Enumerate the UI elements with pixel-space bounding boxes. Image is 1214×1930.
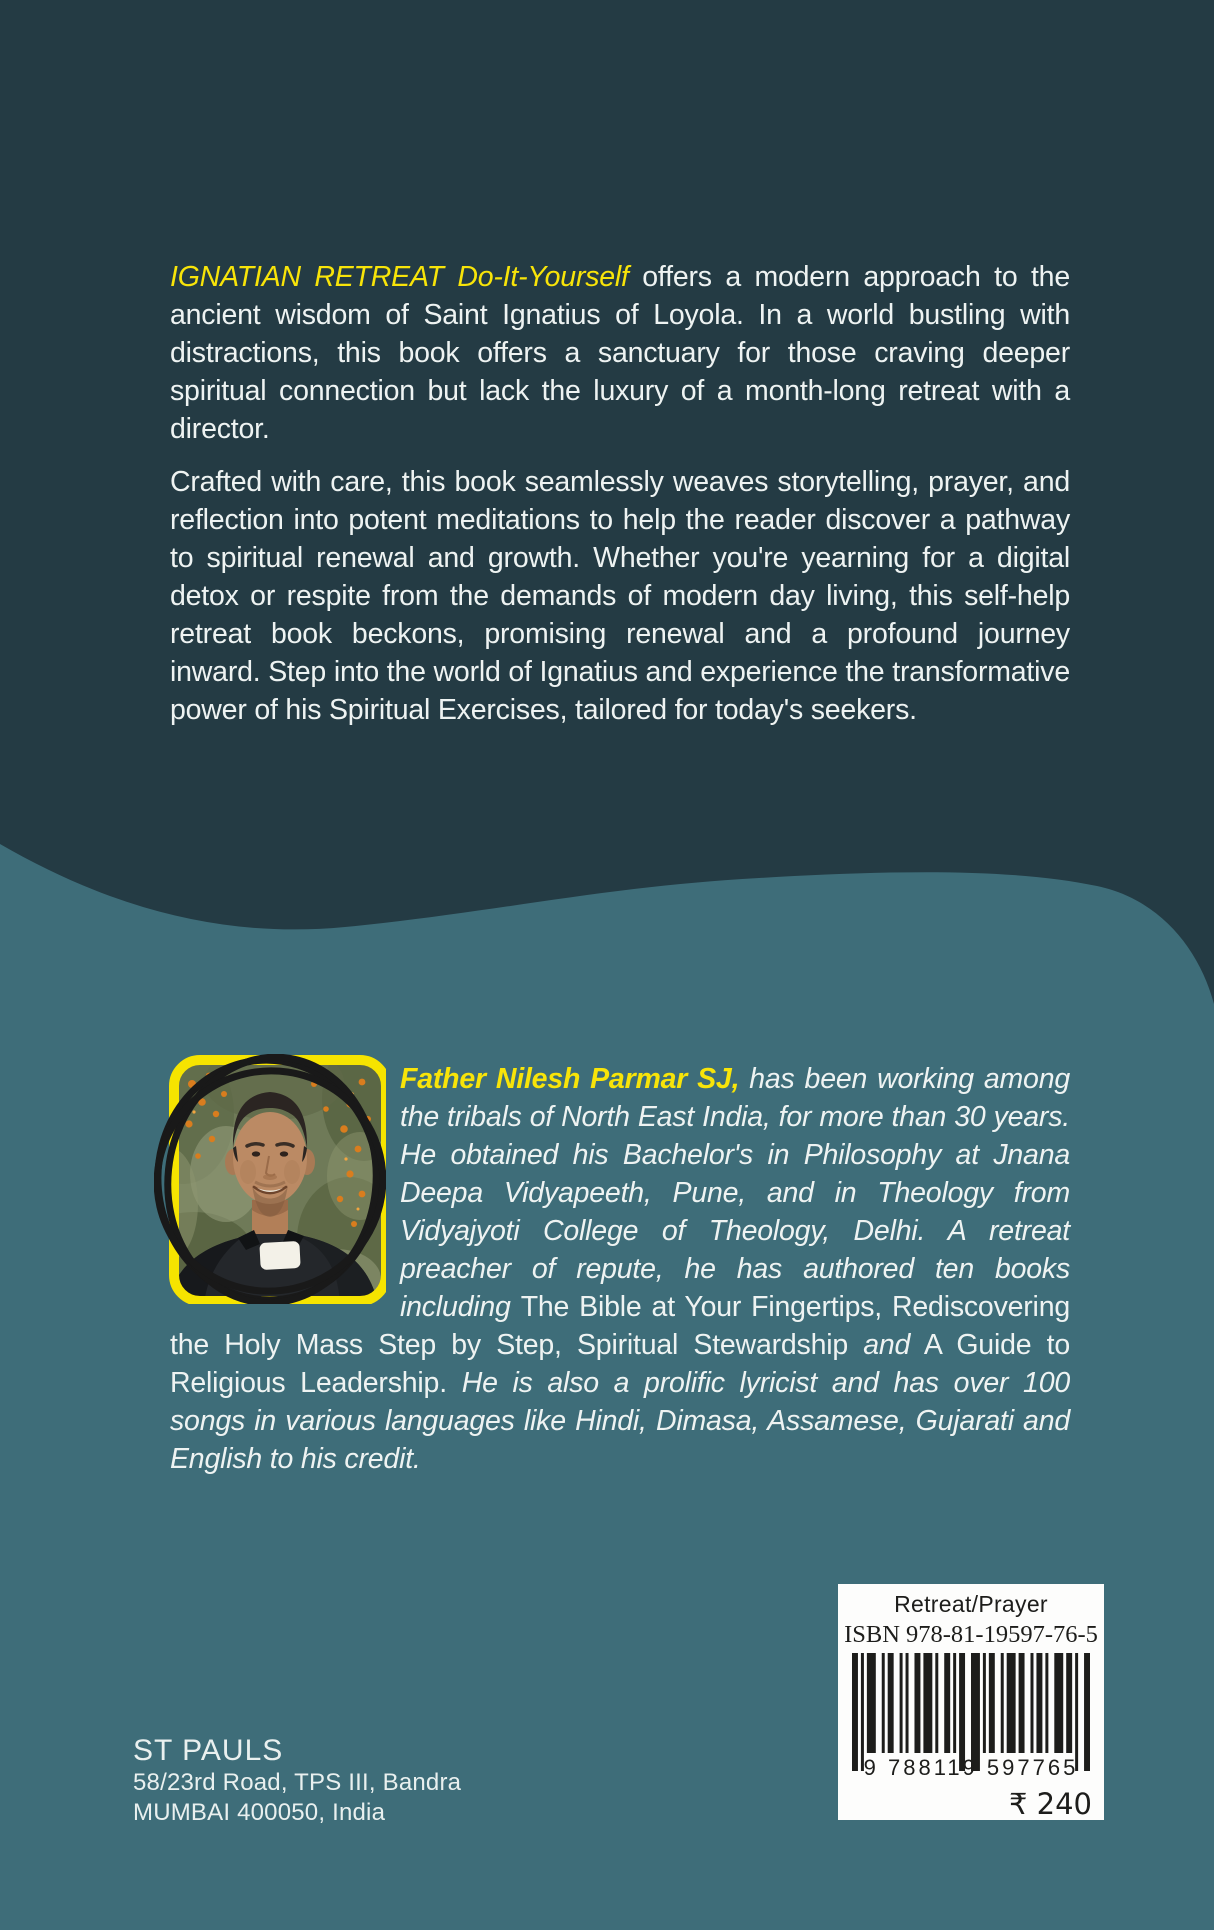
- bio-segment: has been working among the tribals of North East India, for more than 30 years. He obtained his Bachelor's in Philosophy at Jnana Deepa Vidyapeeth, Pune, and in Theology from Vidyajyoti College of Theology, Delhi. A retreat preacher of repute, he has authored ten books including: [400, 1063, 1070, 1323]
- synopsis-paragraph-1: [170, 258, 1070, 448]
- isbn-label: ISBN 978-81-19597-76-5: [844, 1621, 1098, 1648]
- author-photo: [170, 1060, 400, 1302]
- synopsis: [170, 258, 1070, 729]
- bio-segment: The Bible at Your Fingertips, Rediscovering the Holy Mass Step by Step, Spiritual Stewardship: [170, 1291, 1070, 1361]
- price-label: ₹ 240: [1008, 1787, 1092, 1821]
- author-section: [170, 1060, 1070, 1478]
- publisher-name: ST PAULS: [133, 1734, 284, 1767]
- barcode: [852, 1653, 1090, 1771]
- publisher-block: [133, 1734, 461, 1828]
- barcode-box: [838, 1584, 1104, 1820]
- bio-segment: A Guide to Religious Leadership.: [170, 1329, 1070, 1399]
- synopsis-paragraph-2: Crafted with care, this book seamlessly weaves storytelling, prayer, and reflection into potent meditations to help the reader discover a pathway to spiritual renewal and growth. Whether you're yearning for a digital detox or respite from the demands of modern day living, this self-help retreat book beckons, promising renewal and a profound journey inward. Step into the world of Ignatius and experience the transformative power of his Spiritual Exercises, tailored for today's seekers.: [170, 466, 1070, 726]
- synopsis-paragraph-1-text: offers a modern approach to the ancient wisdom of Saint Ignatius of Loyola. In a world bustling with distractions, this book offers a sanctuary for those craving deeper spiritual connection but lack the luxury of a month-long retreat with a director.: [170, 261, 1070, 445]
- category-label: Retreat/Prayer: [894, 1591, 1048, 1617]
- publisher-address-line1: 58/23rd Road, TPS III, Bandra: [133, 1769, 462, 1796]
- bio-segment: and: [863, 1329, 911, 1361]
- book-title-inline: IGNATIAN RETREAT Do-It-Yourself: [170, 261, 629, 293]
- bio-segment: He is also a prolific lyricist and has over 100 songs in various languages like Hindi, Dimasa, Assamese, Gujarati and English to his credit.: [170, 1367, 1071, 1475]
- author-photo-illustration: [154, 1054, 386, 1304]
- publisher-address-line2: MUMBAI 400050, India: [133, 1799, 386, 1826]
- barcode-digits: 9 788119 597765: [863, 1755, 1079, 1780]
- bio-segment: Father Nilesh Parmar SJ,: [400, 1063, 740, 1095]
